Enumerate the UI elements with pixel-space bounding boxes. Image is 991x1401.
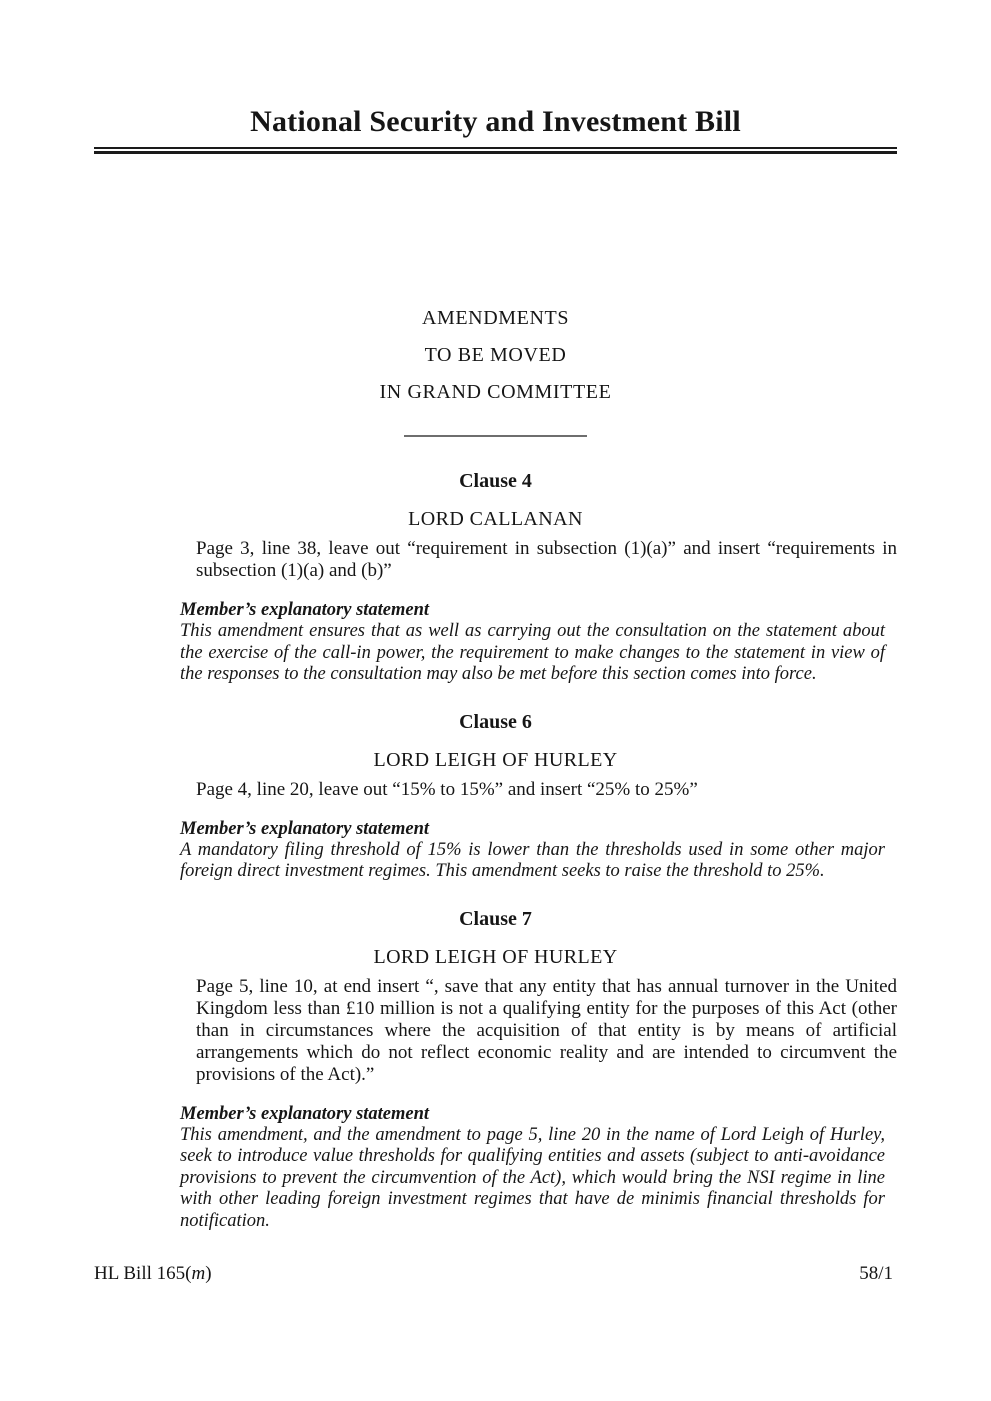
mover-name: LORD LEIGH OF HURLEY [373,945,618,968]
page-footer [94,1262,893,1286]
preamble-line-amendments: AMENDMENTS [421,307,570,329]
page-reference: 58/1 [859,1263,893,1284]
amendment-text: Page 3, line 38, leave out “requirement in subsection (1)(a)” and insert “requirements in subsection (1)(a) and (b)” [196,538,897,581]
clause-heading: Clause 6 [459,710,532,733]
clause-heading: Clause 7 [459,907,532,930]
preamble-line-committee: IN GRAND COMMITTEE [379,381,612,403]
section-divider [404,435,587,437]
explanatory-statement-text: This amendment ensures that as well as carrying out the consultation on the statement about the exercise of the call-in power, the requirement to make changes to the statement in view of the responses to the consultation may also be met before this section comes into force. [180,621,885,684]
preamble-block [94,300,897,411]
clause-heading: Clause 4 [459,470,532,492]
amendment-clause-6 [94,710,897,883]
title-double-rule [94,147,897,154]
amendment-text: Page 5, line 10, at end insert “, save that any entity that has annual turnover in the United Kingdom less than £10 million is not a qualifying entity for the purposes of this Act (other than in circumstances where the acquisition of that entity is by means of artificial arrangements which do not reflect economic reality and are intended to circumvent the provisions of the Act).” [196,975,897,1085]
page-title: National Security and Investment Bill [250,105,741,138]
preamble-line-to-be-moved: TO BE MOVED [424,344,567,366]
explanatory-statement-label: Member’s explanatory statement [180,600,430,620]
explanatory-statement-label: Member’s explanatory statement [180,818,430,839]
explanatory-statement-label: Member’s explanatory statement [180,1103,430,1124]
explanatory-statement-text: This amendment, and the amendment to page 5, line 20 in the name of Lord Leigh of Hurley, seek to introduce value thresholds for qualifying entities and assets (subject to anti-avoidance provisions to prevent the circumvention of the Act), which would bring the NSI regime in line with other leading foreign investment regimes that have de minimis financial thresholds for notification. [180,1124,885,1231]
rule-thick-line [94,151,897,154]
mover-name: LORD LEIGH OF HURLEY [373,748,618,771]
amendment-clause-4 [94,469,897,686]
explanatory-statement-text: A mandatory filing threshold of 15% is lower than the thresholds used in some other major foreign direct investment regimes. This amendment seeks to raise the threshold to 25%. [180,839,885,881]
amendment-text: Page 4, line 20, leave out “15% to 15%” and insert “25% to 25%” [196,778,698,800]
mover-name: LORD CALLANAN [408,508,583,530]
amendment-clause-7 [94,907,897,1233]
bill-number: HL Bill 165(m) [94,1263,212,1284]
